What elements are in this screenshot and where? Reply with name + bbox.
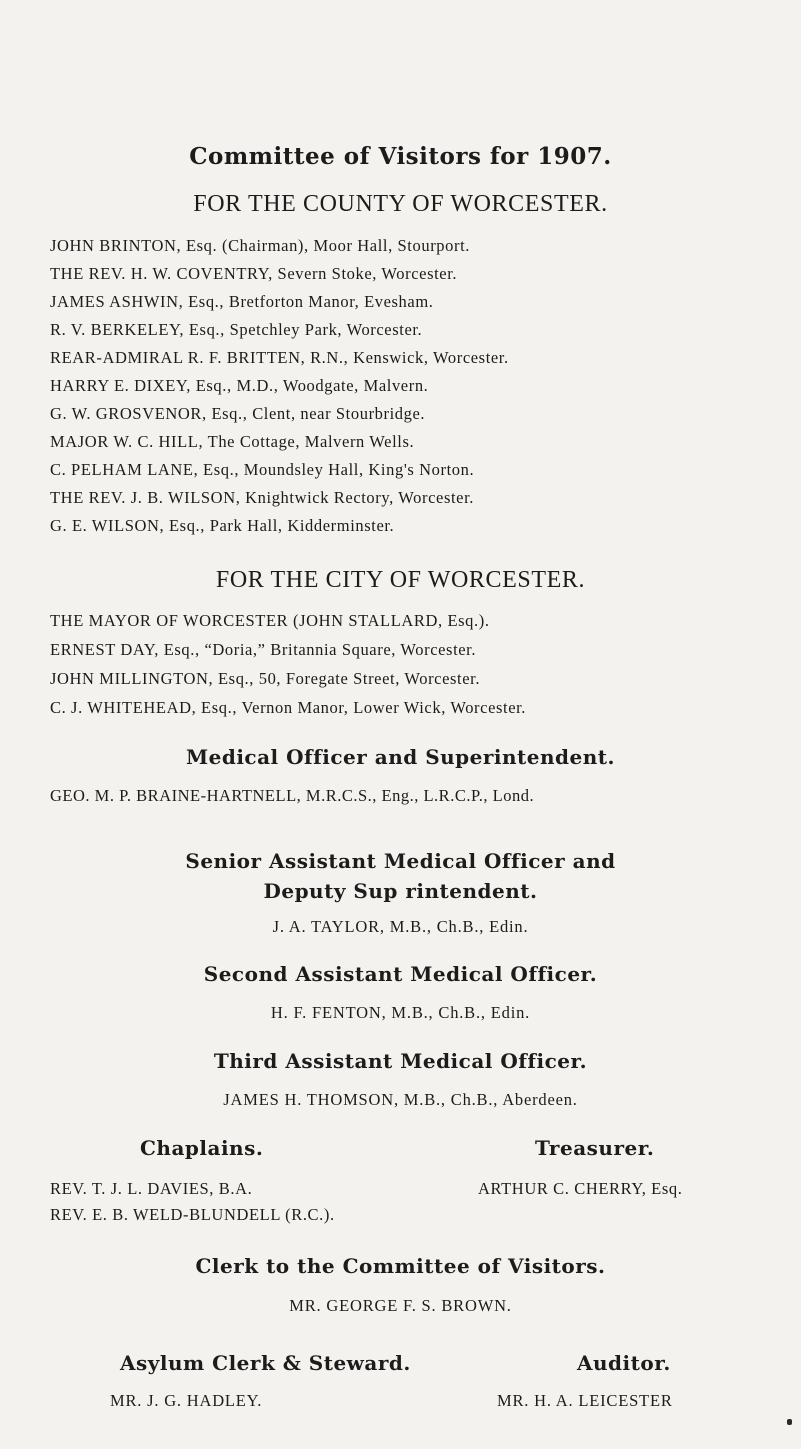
auditor-label: Auditor. <box>577 1351 671 1375</box>
county-member: HARRY E. DIXEY, Esq., M.D., Woodgate, Malvern. <box>50 376 429 395</box>
senior-assistant-label-cont: Deputy Sup rintendent. <box>263 879 538 903</box>
county-member: JAMES ASHWIN, Esq., Bretforton Manor, Evesham. <box>50 292 434 311</box>
county-member: JOHN BRINTON, Esq. (Chairman), Moor Hall, Stourport. <box>50 236 470 255</box>
senior-assistant-label: Senior Assistant Medical Officer and <box>185 849 616 873</box>
chaplains-label: Chaplains. <box>140 1136 264 1160</box>
county-member: REAR-ADMIRAL R. F. BRITTEN, R.N., Kenswick, Worcester. <box>50 348 509 367</box>
county-member: G. W. GROSVENOR, Esq., Clent, near Stourbridge. <box>50 404 426 423</box>
county-member: G. E. WILSON, Esq., Park Hall, Kidderminster. <box>50 516 395 535</box>
clerk-label: Clerk to the Committee of Visitors. <box>195 1254 606 1278</box>
county-member: THE REV. J. B. WILSON, Knightwick Rectory, Worcester. <box>50 488 474 507</box>
county-member: R. V. BERKELEY, Esq., Spetchley Park, Worcester. <box>50 320 423 339</box>
treasurer-label: Treasurer. <box>535 1136 655 1160</box>
city-member: THE MAYOR OF WORCESTER (JOHN STALLARD, Esq.). <box>50 611 490 630</box>
third-assistant-label: Third Assistant Medical Officer. <box>213 1049 588 1073</box>
medical-officer-name: GEO. M. P. BRAINE-HARTNELL, M.R.C.S., Eng., L.R.C.P., Lond. <box>50 786 535 805</box>
county-member: C. PELHAM LANE, Esq., Moundsley Hall, King's Norton. <box>50 460 475 479</box>
senior-assistant-name: J. A. TAYLOR, M.B., Ch.B., Edin. <box>272 917 529 936</box>
asylum-clerk-name: MR. J. G. HADLEY. <box>110 1391 263 1410</box>
chaplain-name: REV. T. J. L. DAVIES, B.A. <box>50 1179 253 1198</box>
asylum-clerk-label: Asylum Clerk & Steward. <box>120 1351 411 1375</box>
clerk-name: MR. GEORGE F. S. BROWN. <box>289 1296 512 1315</box>
county-member: MAJOR W. C. HILL, The Cottage, Malvern Wells. <box>50 432 415 451</box>
city-member: JOHN MILLINGTON, Esq., 50, Foregate Street, Worcester. <box>50 669 481 688</box>
second-assistant-name: H. F. FENTON, M.B., Ch.B., Edin. <box>270 1003 531 1022</box>
printer-mark <box>787 1419 792 1425</box>
page-title: Committee of Visitors for 1907. <box>189 143 612 170</box>
county-heading: FOR THE COUNTY OF WORCESTER. <box>193 191 608 217</box>
city-member: C. J. WHITEHEAD, Esq., Vernon Manor, Lower Wick, Worcester. <box>50 698 527 717</box>
chaplain-name: REV. E. B. WELD-BLUNDELL (R.C.). <box>50 1205 335 1224</box>
city-member: ERNEST DAY, Esq., “Doria,” Britannia Square, Worcester. <box>50 640 477 659</box>
third-assistant-name: JAMES H. THOMSON, M.B., Ch.B., Aberdeen. <box>223 1090 578 1109</box>
treasurer-name: ARTHUR C. CHERRY, Esq. <box>478 1179 683 1198</box>
medical-officer-label: Medical Officer and Superintendent. <box>185 745 616 769</box>
county-member: THE REV. H. W. COVENTRY, Severn Stoke, Worcester. <box>50 264 458 283</box>
auditor-name: MR. H. A. LEICESTER <box>497 1391 673 1410</box>
city-heading: FOR THE CITY OF WORCESTER. <box>215 567 586 593</box>
second-assistant-label: Second Assistant Medical Officer. <box>203 962 598 986</box>
